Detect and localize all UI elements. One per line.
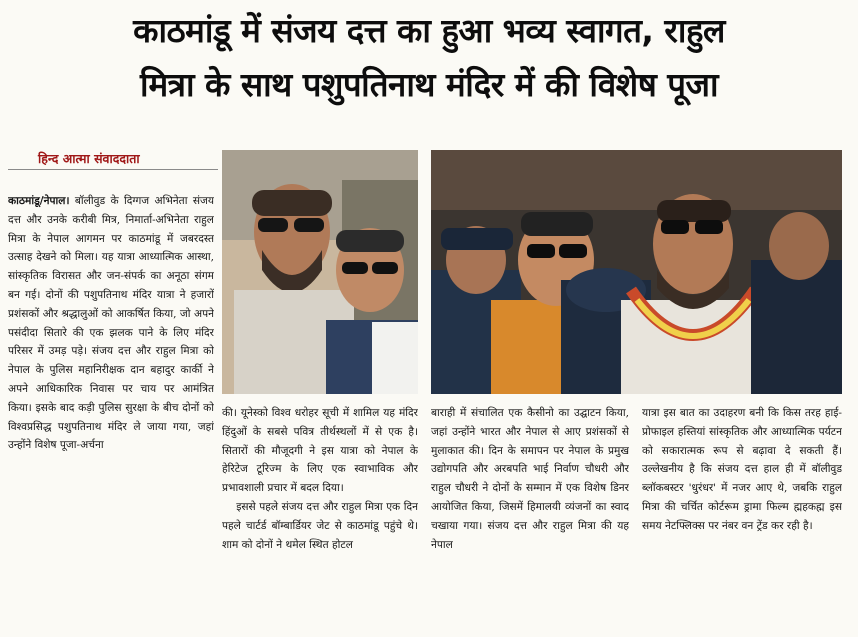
article-column-2-para-2: इससे पहले संजय दत्त और राहुल मित्रा एक दिन पहले चार्टर्ड बॉम्बार्डियर जेट से काठमांडू पहुंचे थे। शाम को दोनों ने थमेल स्थित होटल [222, 500, 418, 551]
headline [8, 4, 850, 112]
article-column-3-text: बाराही में संचालित एक कैसीनो का उद्घाटन किया, जहां उन्होंने भारत और नेपाल से आए प्रशंसकों से मुलाकात की। दिन के समापन पर नेपाल के प्रमुख उद्योगपति और अरबपति भाई निर्वाण चौधरी और राहुल चौधरी ने दोनों के सम्मान में एक विशेष डिनर आयोजित किया, जिसमें हिमालयी व्यंजनों का स्वाद चखाया गया। संजय दत्त और राहुल मित्रा की यह नेपाल [431, 407, 629, 551]
photo-right-image [431, 150, 842, 394]
photo-left [222, 150, 418, 394]
byline: हिन्द आत्मा संवाददाता [38, 151, 140, 166]
article-column-1 [8, 192, 214, 624]
dateline: काठमांडू/नेपाल। [8, 195, 70, 207]
article-column-1-text: बॉलीवुड के दिग्गज अभिनेता संजय दत्त और उनके करीबी मित्र, निमार्ता-अभिनेता राहुल मित्रा के नेपाल आगमन पर काठमांडू में जबरदस्त उत्साह देखने को मिला। यह यात्रा आध्यात्मिक आस्था, सांस्कृतिक विरासत और जन-संपर्क का अनूठा संगम बन गई। दोनों की पशुपतिनाथ मंदिर यात्रा ने हजारों प्रशंसकों और श्रद्धालुओं को आकर्षित किया, जो अपने पसंदीदा सितारे की एक झलक पाने के लिए मंदिर परिसर में उमड़ पड़े। संजय दत्त और राहुल मित्रा को नेपाल के पुलिस महानिरीक्षक दान बहादुर कार्की ने अपने आधिकारिक निवास पर चाय पर आमंत्रित किया। इसके बाद कड़ी पुलिस सुरक्षा के बीच दोनों को विश्वप्रसिद्ध पशुपतिनाथ मंदिर ले जाया गया, जहां उन्होंने विशेष पूजा-अर्चना [8, 195, 214, 452]
article-column-2-para-1: की। यूनेस्को विश्व धरोहर सूची में शामिल यह मंदिर हिंदुओं के सबसे पवित्र तीर्थस्थलों में से एक है। सितारों की मौजूदगी ने इस यात्रा को नेपाल के हेरिटेज टूरिज्म के लिए एक स्वाभाविक और प्रभावशाली प्रचार में बदल दिया। [222, 407, 418, 495]
article-column-4-text: यात्रा इस बात का उदाहरण बनी कि किस तरह हाई-प्रोफाइल हस्तियां सांस्कृतिक और आध्यात्मिक पर्यटन को सकारात्मक रूप से बढ़ावा दे सकती हैं। उल्लेखनीय है कि संजय दत्त हाल ही में बॉलीवुड ब्लॉकबस्टर 'धुरंधर' में नजर आए थे, जबकि राहुल मित्रा की चर्चित कोर्टरूम ड्रामा फिल्म ह्महकह्म इस समय नेटफ्लिक्स पर नंबर वन ट्रेंड कर रही है। [642, 407, 842, 532]
article-column-4 [642, 404, 842, 624]
photo-right [431, 150, 842, 394]
byline-divider [8, 169, 218, 170]
article-column-2 [222, 404, 418, 624]
photo-left-image [222, 150, 418, 394]
article-column-3 [431, 404, 629, 624]
headline-line-1: काठमांडू में संजय दत्त का हुआ भव्य स्वागत, राहुल [133, 11, 725, 50]
headline-line-2: मित्रा के साथ पशुपतिनाथ मंदिर में की विशेष पूजा [139, 65, 719, 104]
